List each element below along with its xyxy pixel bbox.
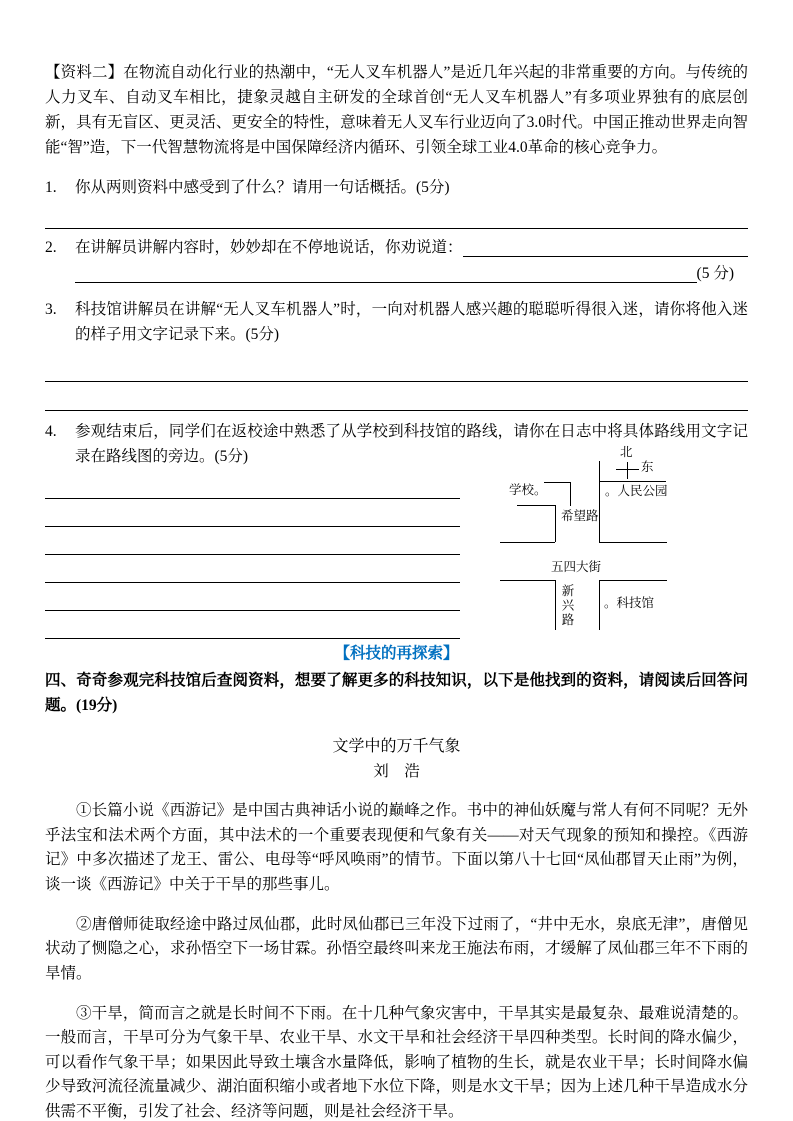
question-2-number: 2. [45, 239, 57, 256]
question-1 [45, 175, 748, 200]
compass-north-label: 北 [620, 445, 633, 459]
essay [45, 734, 748, 1121]
answer-line [45, 471, 460, 499]
question-3 [45, 297, 748, 347]
question-4-number: 4. [45, 423, 57, 440]
map-hope-road-label: 希望路 [561, 509, 599, 523]
question-3-answer-area [45, 353, 748, 411]
map-road-line [599, 505, 600, 542]
essay-paragraph-2: ②唐僧师徒取经途中路过凤仙郡，此时凤仙郡已三年没下过雨了，“井中无水，泉底无津”，唐僧见状动了恻隐之心，求孙悟空下一场甘霖。孙悟空最终叫来龙王施法布雨，才缓解了凤仙郡三年不下雨的旱情。 [45, 915, 748, 982]
route-map [500, 447, 678, 639]
compass-horizontal-line [616, 469, 639, 470]
map-road-line [544, 482, 570, 483]
answer-line [45, 583, 460, 611]
question-4-answer-area [45, 445, 748, 639]
question-2-text: 在讲解员讲解内容时，妙妙却在不停地说话，你劝说道： [75, 239, 463, 256]
map-road-line [599, 481, 666, 482]
answer-line [45, 200, 748, 229]
answer-line [45, 555, 460, 583]
question-1-text: 你从两则资料中感受到了什么？请用一句话概括。(5分) [75, 179, 450, 196]
answer-line [45, 499, 460, 527]
essay-author: 刘 浩 [373, 762, 420, 780]
map-street-label: 五四大街 [551, 560, 602, 574]
map-road-line [599, 580, 667, 581]
question-4-answer-lines [45, 471, 460, 639]
question-2-score: (5 分) [696, 265, 734, 282]
map-road-line [500, 580, 555, 581]
blue-section-heading: 【科技的再探索】 [334, 645, 459, 662]
answer-line [45, 527, 460, 555]
question-3-number: 3. [45, 301, 57, 318]
section-4-instruction: 四、奇奇参观完科技馆后查阅资料，想要了解更多的科技知识，以下是他找到的资料，请阅读后回答问题。(19分) [45, 672, 748, 714]
question-2-line-2 [75, 261, 748, 287]
answer-line [45, 353, 748, 382]
map-road-line [599, 542, 667, 543]
map-road-line [599, 580, 600, 630]
question-4-text: 参观结束后，同学们在返校途中熟悉了从学校到科技馆的路线，请你在日志中将具体路线用文字记录在路线图的旁边。(5分) [75, 423, 748, 465]
map-road-line [555, 580, 556, 630]
map-road-line [500, 542, 555, 543]
essay-title: 文学中的万千气象 [332, 737, 461, 755]
essay-paragraph-3: ③干旱，简而言之就是长时间不下雨。在十几种气象灾害中，干旱其实是最复杂、最难说清楚的。一般而言，干旱可分为气象干旱、农业干旱、水文干旱和社会经济干旱四种类型。长时间的降水偏少，可以看作气象干旱；如果因此导致土壤含水量降低，影响了植物的生长，就是农业干旱；长时间降水偏少导致河流径流量减少、湖泊面积缩小或者地下水位下降，则是水文干旱；因为上述几种干旱造成水分供需不平衡，引发了社会、经济等问题，则是社会经济干旱。 [45, 1004, 748, 1120]
fill-blank-line [75, 282, 697, 283]
map-park-label: 。人民公园 [605, 484, 668, 498]
compass-east-label: 东 [641, 460, 654, 474]
map-road-line [599, 461, 600, 505]
map-road-line [555, 505, 556, 542]
material-2-paragraph: 【资料二】在物流自动化行业的热潮中，“无人叉车机器人”是近几年兴起的非常重要的方向。与传统的人力叉车、自动叉车相比，捷象灵越自主研发的全球首创“无人叉车机器人”有多项业界独有的底层创新，具有无盲区、更灵活、更安全的特性，意味着无人叉车行业迈向了3.0时代。中国正推动世界走向智能“智”造，下一代智慧物流将是中国保障经济内循环、引领全球工业4.0革命的核心竞争力。 [45, 63, 748, 156]
compass-vertical-line [627, 462, 628, 479]
map-road-line [517, 505, 555, 506]
map-school-label: 学校。 [509, 483, 547, 497]
fill-blank-line [463, 256, 748, 257]
answer-line [45, 382, 748, 411]
map-xinxing-road-label: 新兴路 [560, 584, 574, 628]
answer-line [45, 611, 460, 639]
question-3-text: 科技馆讲解员在讲解“无人叉车机器人”时，一向对机器人感兴趣的聪聪听得很入迷，请你将他入迷的样子用文字记录下来。(5分) [75, 301, 748, 343]
essay-paragraph-1: ①长篇小说《西游记》是中国古典神话小说的巅峰之作。书中的神仙妖魔与常人有何不同呢？无外乎法宝和法术两个方面，其中法术的一个重要表现便和气象有关——对天气现象的预知和操控。《西游记》中多次描述了龙王、雷公、电母等“呼风唤雨”的情节。下面以第八十七回“凤仙郡冒天止雨”为例，谈一谈《西游记》中关于干旱的那些事儿。 [45, 802, 748, 893]
map-museum-label: 。科技馆 [604, 596, 655, 610]
map-road-line [570, 482, 571, 506]
question-2 [45, 235, 748, 287]
question-1-number: 1. [45, 179, 57, 196]
question-2-line-1 [75, 235, 748, 261]
